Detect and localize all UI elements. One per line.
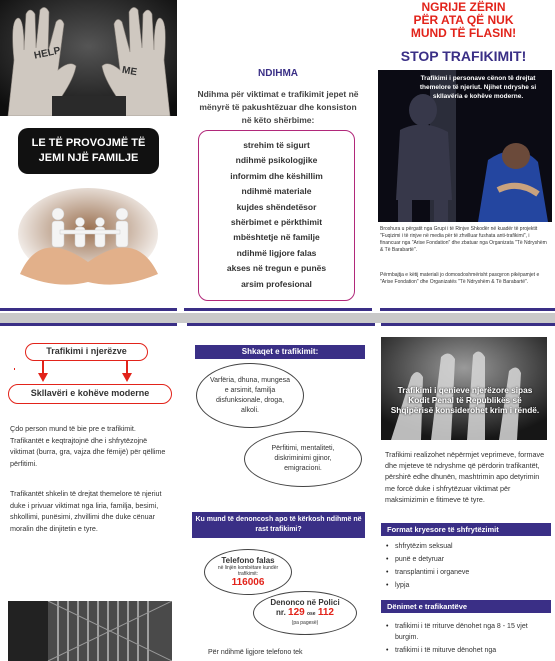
service-item: shërbimet e përkthimit <box>230 217 323 228</box>
penalties-title-band <box>381 600 551 613</box>
hand-word-help: HELP <box>33 45 62 62</box>
cause-bubble-1 <box>196 363 304 428</box>
trafficking-quote: Trafikimi i personave cënon të drejtat themelore të njeriut. Njihet ndryshe si skllavëria e kohëve moderne. <box>419 75 537 100</box>
cause-1-text: Varfëria, dhuna, mungesa e arsimit, familja disfunksionale, droga, alkoli. <box>209 377 291 414</box>
legal-help-footer: Për ndihmë ligjore telefono tek <box>208 649 303 656</box>
cause-bubble-2 <box>244 431 362 487</box>
police-number-1: 129 <box>288 607 305 618</box>
bottom-middle-rule <box>187 323 375 326</box>
form-item: • punë e detyruar <box>385 554 547 565</box>
intro-paragraph: Çdo person mund të bie pre e trafikimit. Trafikantët e keqtrajtojnë dhe i shfrytëzojnë viktimat (burra, gra, vajza dhe fëmijë) për qëllime përfitimi. <box>10 424 166 468</box>
police-nr: nr. <box>276 608 286 617</box>
police-or: ose <box>306 611 316 617</box>
methods-paragraph: Trafikimi realizohet nëpërmjet veprimeve, formave dhe mjeteve të ndryshme që përdorin trafikantët, përshirë edhe dhunën, mashtrimin apo detyrimin me forcë duke i shfrytëzuar viktimat për maksimizimin e fitimeve të tyre. <box>385 450 545 504</box>
stop-trafficking-panel <box>372 0 555 313</box>
stop-trafficking-title: STOP TRAFIKIMIT! <box>400 48 527 64</box>
help-intro: Ndihma për viktimat e trafikimit jepet në mënyrë të pakushtëzuar dhe konsiston në këto shërbime: <box>197 89 359 125</box>
cage-photo <box>8 601 172 661</box>
report-title: Ku mund të denoncosh apo të kërkosh ndihmë në rast trafikimi? <box>195 516 362 533</box>
exploitation-forms-list <box>385 541 547 593</box>
top-right-rule <box>380 308 555 311</box>
service-item: ndihmë materiale <box>241 186 312 197</box>
disclaimer-text: Përmbajtja e këtij materiali jo domosdoshmërisht pasqyron pikëpamjet e "Arise Fondation" dhe Organizatës "Të Ndryshëm & Të Barabartë". <box>380 272 540 285</box>
police-number-2: 112 <box>317 607 334 618</box>
penalty-item: • trafikimi i të rriturve dënohet nga 8 - 15 vjet burgim. <box>385 621 547 643</box>
flow-box-2-text: Skllavëri e kohëve moderne <box>30 388 150 398</box>
hotline-label: Telefono falas <box>221 556 275 565</box>
service-item: informim dhe këshillim <box>230 170 323 181</box>
police-free-note: (pa pagesë) <box>291 620 319 626</box>
headline-line-2: PËR ATA QË NUK <box>413 13 514 27</box>
service-item: ndihmë psikologjike <box>235 155 318 166</box>
service-item: kujdes shëndetësor <box>236 201 317 212</box>
causes-title-band <box>195 345 365 359</box>
hands-illustration <box>0 0 177 116</box>
help-panel <box>184 0 372 313</box>
hand-word-me: ME <box>121 64 138 79</box>
top-middle-rule <box>184 308 372 311</box>
credit-text: Broshura u përgatit nga Grupi i të Rinjve Shkodër në kuadër të projektit "Fuqizimi i të rinjve në media për të zhvilluar fushata anti-trafikimi", i financuar nga "Arise Fondation" dhe zbatuar nga Organizata "Të Ndryshëm & Të Barabartë". <box>380 226 547 253</box>
form-item: • transplantimi i organeve <box>385 567 547 578</box>
report-title-band <box>192 512 365 538</box>
flow-box-1-text: Trafikimi i njerëzve <box>46 346 127 356</box>
penalty-item: • trafikimi i të miturve dënohet nga <box>385 645 547 656</box>
flow-arrows <box>10 361 170 383</box>
forms-title: Format kryesore të shfrytëzimit <box>387 525 499 534</box>
cage-illustration <box>8 601 172 661</box>
service-item: mbështetje në familje <box>233 232 320 243</box>
bottom-right-rule <box>381 323 555 326</box>
penalties-list <box>385 621 547 658</box>
family-heading-text: LE TË PROVOJMË TË JEMI NJË FAMILJE <box>31 137 146 164</box>
causes-title: Shkaqet e trafikimit: <box>241 347 319 356</box>
hotline-bubble <box>204 549 292 595</box>
service-item: ndihmë ligjore falas <box>236 247 317 258</box>
sheet-divider <box>0 313 555 323</box>
service-item: arsim profesional <box>241 278 312 289</box>
headline-line-1: NGRIJE ZËRIN <box>421 0 506 14</box>
rights-paragraph: Trafikantët shkelin të drejtat themelore të njeriut duke i privuar viktimat nga liria, familja, besimi, shkollimi, punësimi, zhvillimi dhe duke cënuar moralin dhe dinjitetin e tyre. <box>10 489 162 533</box>
paper-family-illustration <box>0 178 177 290</box>
cause-2-text: Përfitimi, mentaliteti, diskriminimi gjinor, emigracioni. <box>271 445 335 472</box>
service-item: akses në tregun e punës <box>226 263 327 274</box>
penalties-title: Dënimet e trafikantëve <box>387 602 468 611</box>
penal-code-caption: Trafikimi i qenieve njerëzore sipas Kodit Penal të Republikës së Shqipërisë konsiderohet krim i rëndë. <box>390 385 540 415</box>
bottom-left-rule <box>0 323 177 326</box>
hands-help-me-photo <box>0 0 177 116</box>
help-title: NDIHMA <box>258 68 298 79</box>
trafficking-flow-box-2 <box>8 384 172 404</box>
police-label: Denonco në Polici <box>270 598 340 607</box>
form-item: • lypja <box>385 580 547 591</box>
service-item: strehim të sigurt <box>243 140 310 150</box>
hotline-number: 116006 <box>231 577 265 588</box>
brochure-outer-side <box>0 0 555 313</box>
reaching-hands-photo <box>381 337 547 440</box>
form-item: • shfrytëzim seksual <box>385 541 547 552</box>
police-bubble <box>253 591 357 635</box>
forms-title-band <box>381 523 551 536</box>
trafficking-flow-box-1 <box>25 343 148 361</box>
top-left-rule <box>0 308 177 311</box>
services-box <box>198 130 355 301</box>
paper-family-photo <box>0 178 177 290</box>
brochure-inner-side <box>0 323 555 661</box>
headline-line-3: MUND TË FLASIN! <box>410 26 517 40</box>
hotline-sub: në linjën kombëtare kundër trafikimit: <box>217 565 279 577</box>
child-shadow-photo <box>378 70 552 222</box>
family-heading <box>18 128 159 174</box>
